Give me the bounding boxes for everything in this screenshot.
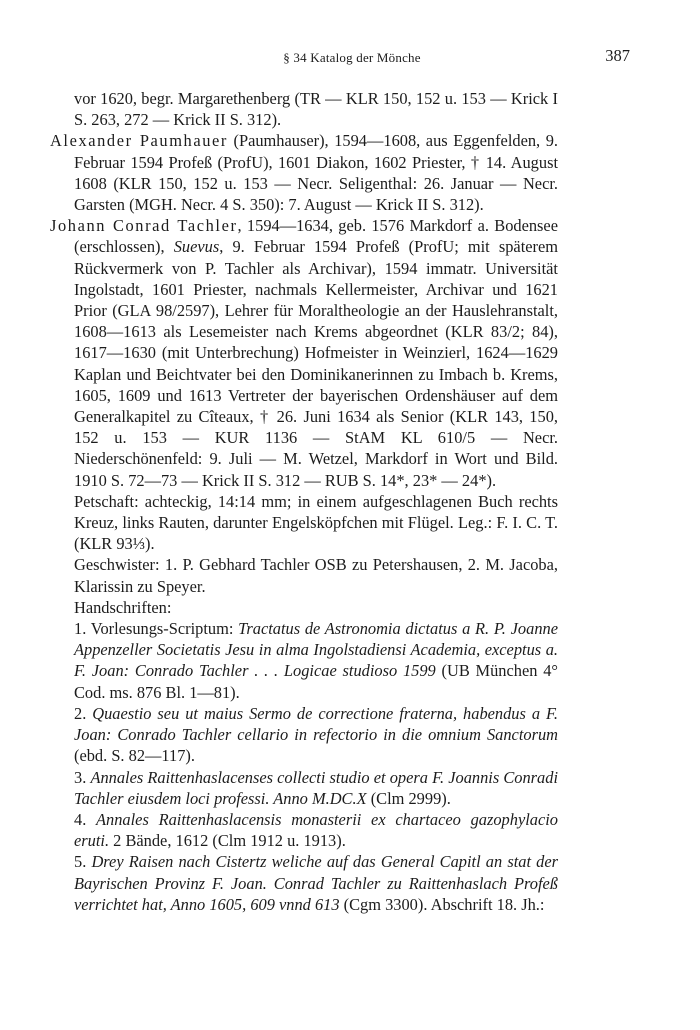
item-prefix: 3. [74,767,91,787]
geschwister-paragraph [74,554,558,596]
item-title: Drey Raisen nach Cistertz weliche auf das General Capitl an stat der Bayrischen Provinz F. Joan. Conrad Tachler zu Raittenhaslach Profeß verrichtet hat, Anno 1605, 609 vnnd 613 [74,852,558,914]
item-suffix: (Cgm 3300). Abschrift 18. Jh.: [339,894,545,914]
item-prefix: 5. [74,852,92,872]
entry-text: , 1594—1634, geb. 1576 Markdorf a. Bodensee (erschlossen), [74,216,558,257]
page-body [50,88,559,915]
item-suffix: (ebd. S. 82—117). [74,746,195,766]
handschrift-item [74,767,558,809]
entry-paumhauer [50,130,558,215]
page-header [74,46,630,70]
item-title: Annales Raittenhaslacensis monasterii ex chartaceo gazophylacio eruti. [74,809,558,851]
item-prefix: 4. [74,809,97,829]
item-title: Annales Raittenhaslacenses collecti studio et opera F. Joannis Conradi Tachler eiusdem loci professi. Anno M.DC.X [74,767,558,808]
entry-continuation [74,88,558,130]
geschwister-text: 1. P. Gebhard Tachler OSB zu Petershausen, 2. M. Jacoba, Klarissin zu Speyer. [74,555,558,596]
petschaft-text: achteckig, 14:14 mm; in einem aufgeschlagenen Buch rechts Kreuz, links Rauten, darunter Engelsköpfchen mit Flügel. Leg.: F. I. C. T. (KLR 93⅓). [74,491,558,554]
item-suffix: (Clm 2999). [366,788,451,808]
item-suffix: (UB München 4° Cod. ms. 876 Bl. 1—81). [74,661,558,702]
item-suffix: 2 Bände, 1612 (Clm 1912 u. 1913). [109,831,346,851]
running-head: § 34 Katalog der Mönche [283,50,421,65]
handschriften-heading [74,597,558,618]
handschriften-label: Handschriften: [74,597,172,617]
item-title: Tractatus de Astronomia dictatus a R. P. Joanne Appenzeller Societatis Jesu in alma Ingolstadiensi Academia, exceptus a. F. Joan: Conrado Tachler . . . Logicae studioso 1599 [74,619,558,681]
geschwister-label: Geschwister: [74,555,160,575]
handschrift-item [74,703,558,767]
petschaft-paragraph [74,491,558,555]
handschrift-item [74,618,558,703]
entry-text: , 9. Februar 1594 Profeß (ProfU; mit späterem Rückvermerk von P. Tachler als Archivar), 1594 immatr. Universität Ingolstadt, 1601 Priester, nachmals Kellermeister, Archivar und 1621 Prior (GLA 98/2597), Lehrer für Moraltheologie an der Hauslehranstalt, 1608—1613 als Lesemeister nach Krems abgeordnet (KLR 83/2; 84), 1617—1630 (mit Unterbrechung) Hofmeister in Weinzierl, 1624—1629 Kaplan und Beichtvater bei den Dominikanerinnen zu Imbach b. Krems, 1605, 1609 und 1613 Vertreter der bayerischen Ordenshäuser auf dem Generalkapitel zu Cîteaux, † 26. Juni 1634 als Senior (KLR 143, 150, 152 u. 153 — KUR 1136 — StAM KL 610/5 — Necr. Niederschönenfeld: 9. Juli — M. Wetzel, Markdorf in Wort und Bild. 1910 S. 72—73 — Krick II S. 312 — RUB S. 14*, 23* — 24*). [74,237,559,490]
entry-italic: Suevus [173,237,220,257]
entry-continuation-text: vor 1620, begr. Margarethenberg (TR — KLR 150, 152 u. 153 — Krick I S. 263, 272 — Krick II S. 312). [74,89,558,130]
entry-text: (Paumhauser), 1594—1608, aus Eggenfelden, 9. Februar 1594 Profeß (ProfU), 1601 Diakon, 1602 Priester, † 14. August 1608 (KLR 150, 152 u. 153 — Necr. Seligenthal: 26. Januar — Necr. Garsten (MGH. Necr. 4 S. 350): 7. August — Krick II S. 312). [74,131,558,215]
petschaft-label: Petschaft: [74,491,139,511]
item-prefix: 2. [74,703,93,723]
page-number: 387 [605,46,630,65]
entry-name: Alexander Paumhauer [50,131,228,151]
item-title: Quaestio seu ut maius Sermo de correctione fraterna, habendus a F. Joan: Conrado Tachler cellario in refectorio in die omnium Sanctorum [74,703,558,745]
handschrift-item [74,809,558,851]
entry-name: Johann Conrad Tachler [50,216,238,236]
handschrift-item [74,851,558,915]
entry-tachler [50,215,558,491]
item-prefix: 1. Vorlesungs-Scriptum: [74,619,239,639]
